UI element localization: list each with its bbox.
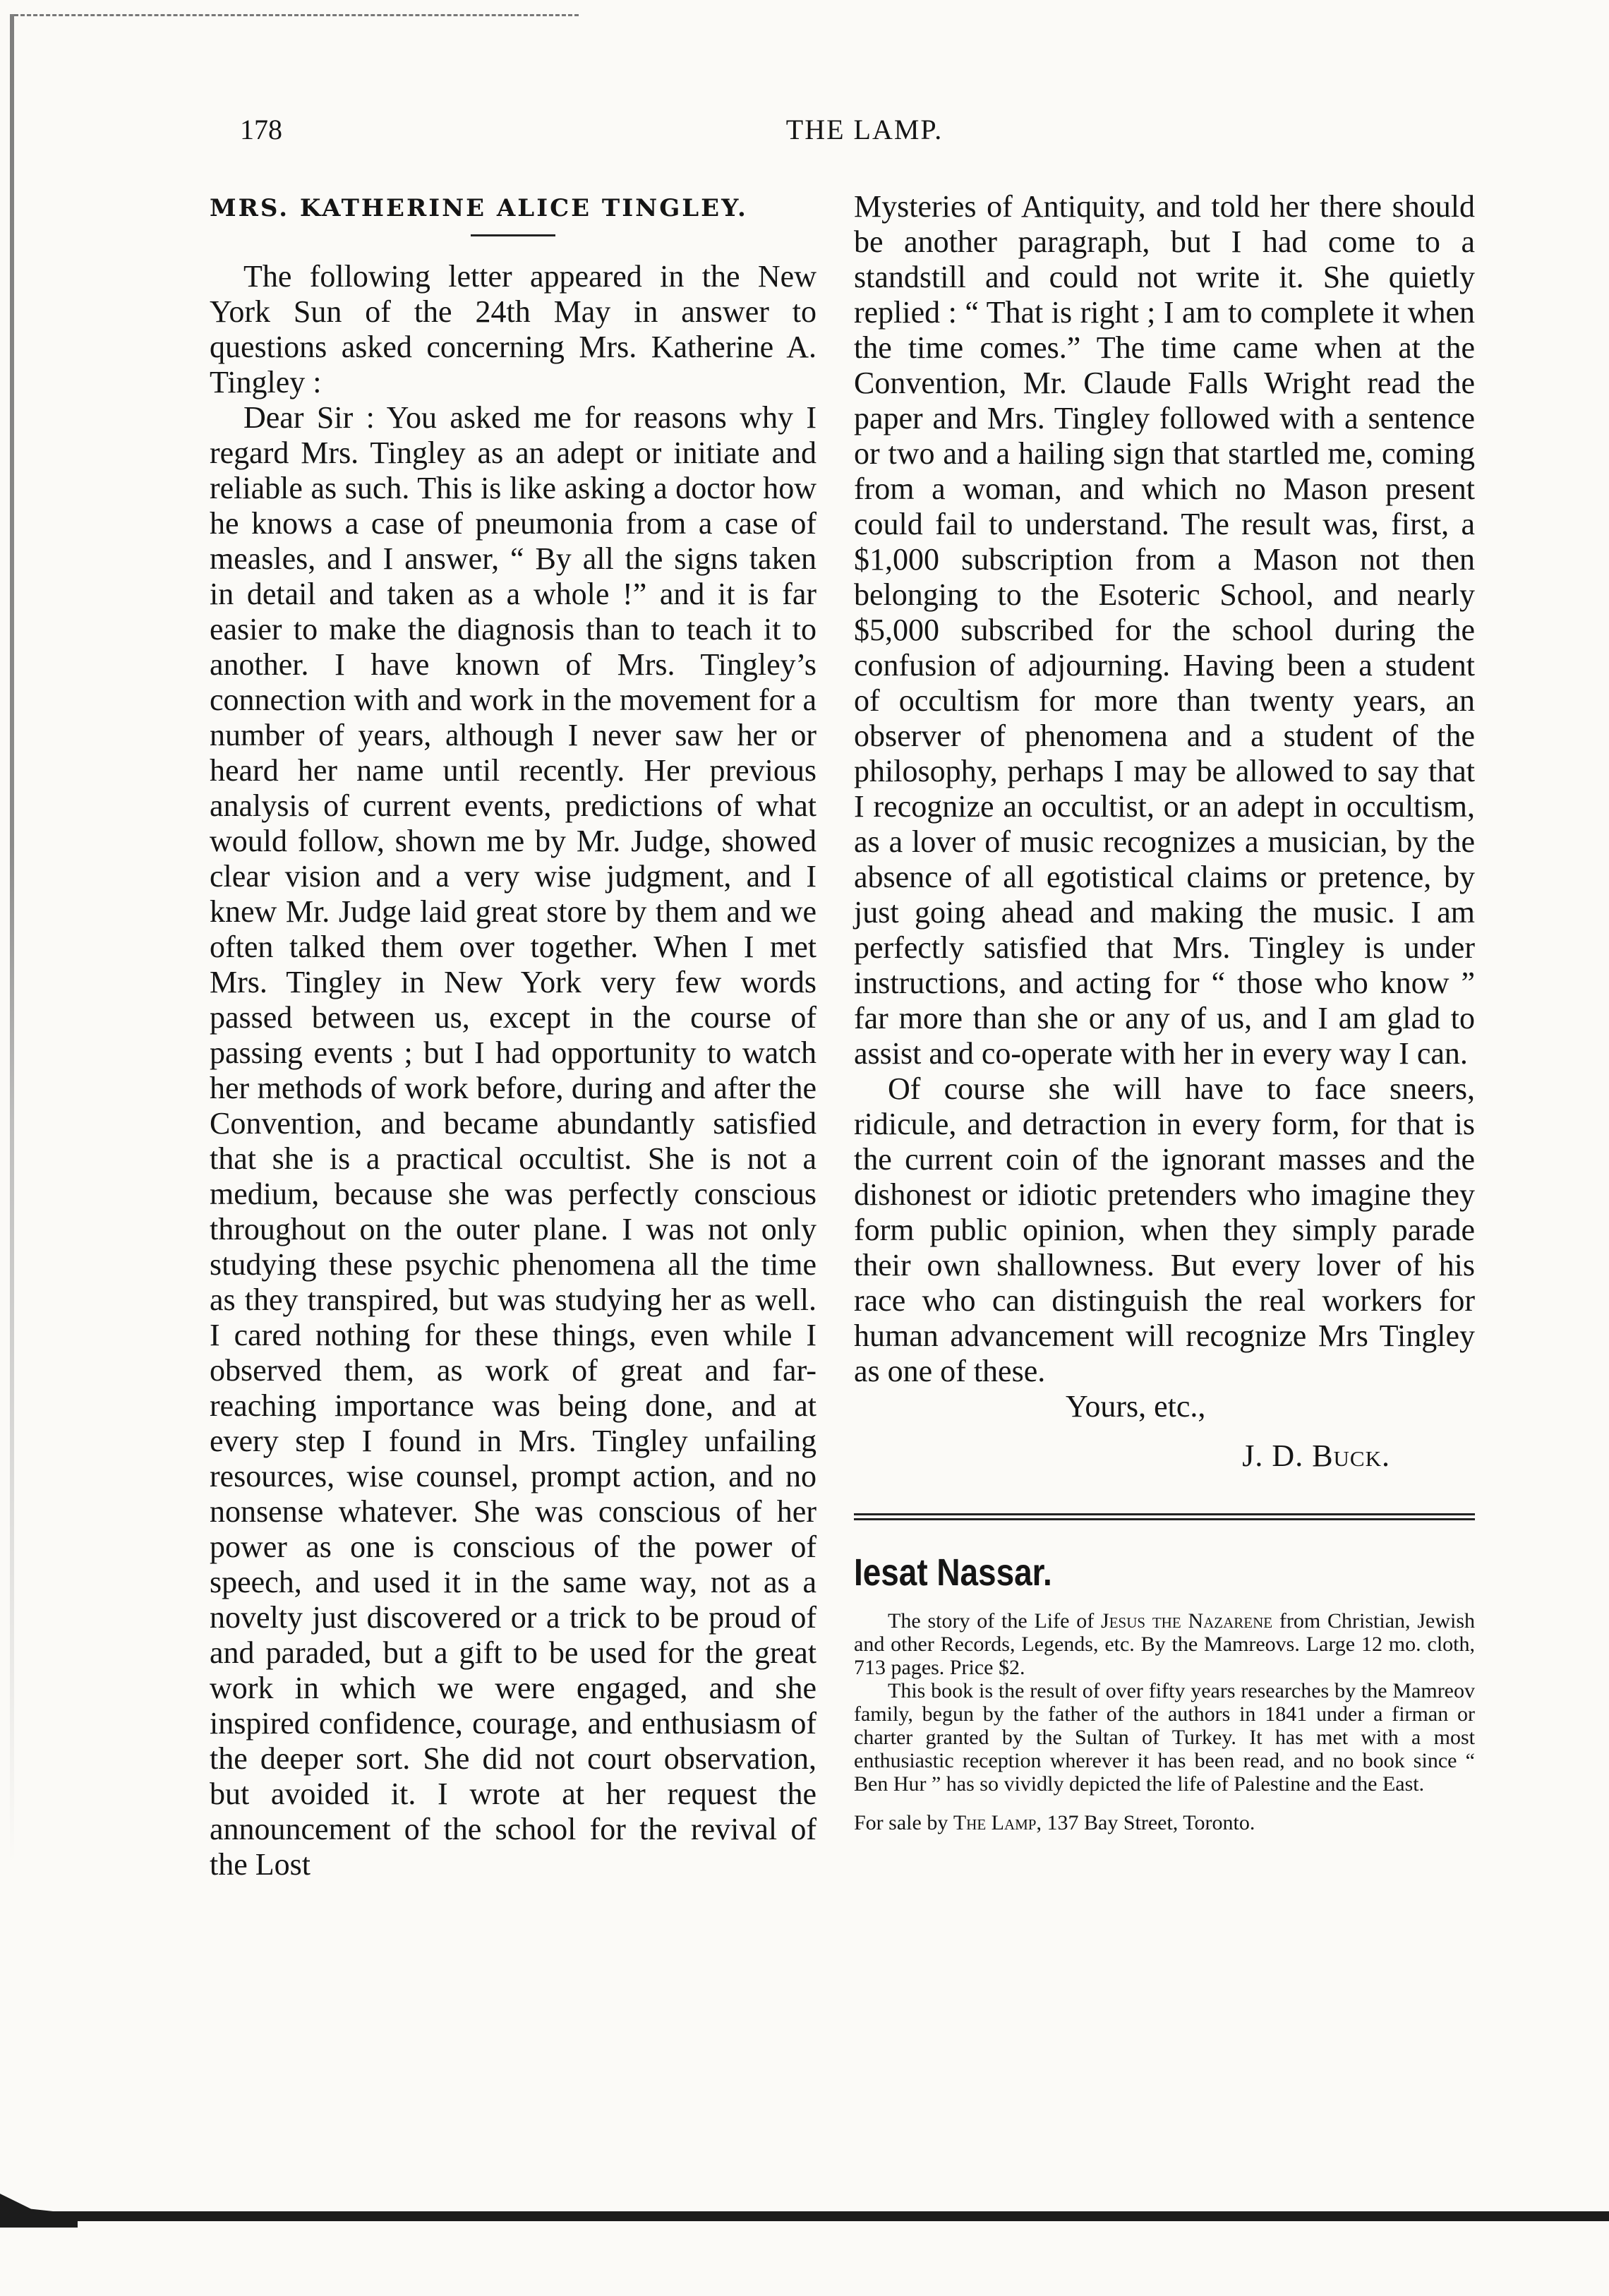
ad-desc-name: Jesus the Nazarene: [1101, 1609, 1273, 1633]
page-number: 178: [240, 114, 282, 145]
section-divider: [854, 1513, 1475, 1520]
running-head: THE LAMP.: [785, 114, 944, 145]
valediction: Yours, etc.,: [1066, 1389, 1206, 1424]
scan-left-margin: [10, 14, 14, 1863]
ad-for-sale: [854, 1811, 1475, 1834]
scan-top-border: [14, 14, 579, 16]
ad-body: This book is the result of over fifty years researches by the Mamreov family, begun by the father of the authors in 1841 under a firman or charter granted by the Sultan of Turkey. It has met with a most enthusiastic reception wherever it has been read, and no book since “ Ben Hur ” has so vividly depicted the life of Palestine and the East.: [854, 1679, 1475, 1796]
closing-paragraph: Of course she will have to face sneers, ridicule, and detraction in every form, for that is the current coin of the ignorant masses and the dishonest or idiotic pretenders who imagine they form public opinion, when they simply parade their own shallowness. But every lover of his race who can distinguish the real workers for human advancement will recognize Mrs Tingley as one of these.: [854, 1071, 1475, 1388]
page-header: [240, 113, 1489, 155]
for-sale-rest: , 137 Bay Street, Toronto.: [1036, 1811, 1255, 1834]
ad-description: [854, 1609, 1475, 1679]
scan-bottom-border: [0, 2206, 1609, 2227]
article-title: MRS. KATHERINE ALICE TINGLEY.: [210, 194, 748, 222]
ad-desc-rest: from Christian, Jewish and other Records, Legends, etc. By the Mamreovs. Large 12 mo. cloth, 713 pages. Price $2.: [854, 1609, 1475, 1679]
letter-paragraph: Dear Sir : You asked me for reasons why I regard Mrs. Tingley as an adept or initiate and reliable as such. This is like asking a doctor how he knows a case of pneumonia from a case of measles, and I answer, “ By all the signs taken in detail and taken as a whole !” and it is far easier to make the diagnosis than to teach it to another. I have known of Mrs. Tingley’s connection with and work in the movement for a number of years, although I never saw her or heard her name until recently. Her previous analysis of current events, predictions of what would follow, shown me by Mr. Judge, showed clear vision and a very wise judgment, and I knew Mr. Judge laid great store by them and we often talked them over together. When I met Mrs. Tingley in New York very few words passed between us, except in the course of passing events ; but I had opportunity to watch her methods of work before, during and after the Convention, and became abundantly satisfied that she is a practical occultist. She is not a medium, because she was perfectly conscious throughout on the outer plane. I was not only studying these psychic phenomena all the time as they transpired, but was studying her as well. I cared nothing for these things, even while I observed them, as work of great and far-reaching importance was being done, and at every step I found in Mrs. Tingley unfailing resources, wise counsel, prompt action, and no nonsense whatever. She was conscious of her power as one is conscious of the power of speech, and used it in the same way, not as a novelty just discovered or a trick to be proud of and paraded, but a gift to be used for the great work in which we were engaged, and she inspired confidence, courage, and enthusiasm of the deeper sort. She did not court observation, but avoided it. I wrote at her request the announcement of the school for the revival of the Lost: [210, 400, 816, 1882]
title-rule: [471, 234, 555, 236]
for-sale-prefix: For sale by: [854, 1811, 953, 1834]
intro-paragraph: The following letter appeared in the New York Sun of the 24th May in answer to questions asked concerning Mrs. Katherine A. Tingley :: [210, 259, 816, 399]
signature: J. D. Buck.: [1242, 1438, 1390, 1473]
left-column: [210, 189, 816, 1882]
ad-title: Iesat Nassar.: [854, 1551, 1052, 1594]
for-sale-name: The Lamp: [953, 1811, 1037, 1834]
right-column: [854, 189, 1475, 1834]
continuation-paragraph: Mysteries of Antiquity, and told her there should be another paragraph, but I had come to a standstill and could not write it. She quietly replied : “ That is right ; I am to complete it when the time comes.” The time came when at the Convention, Mr. Claude Falls Wright read the paper and Mrs. Tingley followed with a sentence or two and a hailing sign that startled me, coming from a woman, and which no Mason present could fail to understand. The result was, first, a $1,000 subscription from a Mason not then belonging to the Esoteric School, and nearly $5,000 subscribed for the school during the confusion of adjourning. Having been a student of occultism for more than twenty years, an observer of phenomena and a student of the philosophy, perhaps I may be allowed to say that I recognize an occultist, or an adept in occultism, as a lover of music recognizes a musician, by the absence of all egotistical claims or pretence, by just going ahead and making the music. I am perfectly satisfied that Mrs. Tingley is under instructions, and acting for “ those who know ” far more than she or any of us, and I am glad to assist and co-operate with her in every way I can.: [854, 189, 1475, 1071]
ad-desc-prefix: The story of the Life of: [888, 1609, 1102, 1633]
